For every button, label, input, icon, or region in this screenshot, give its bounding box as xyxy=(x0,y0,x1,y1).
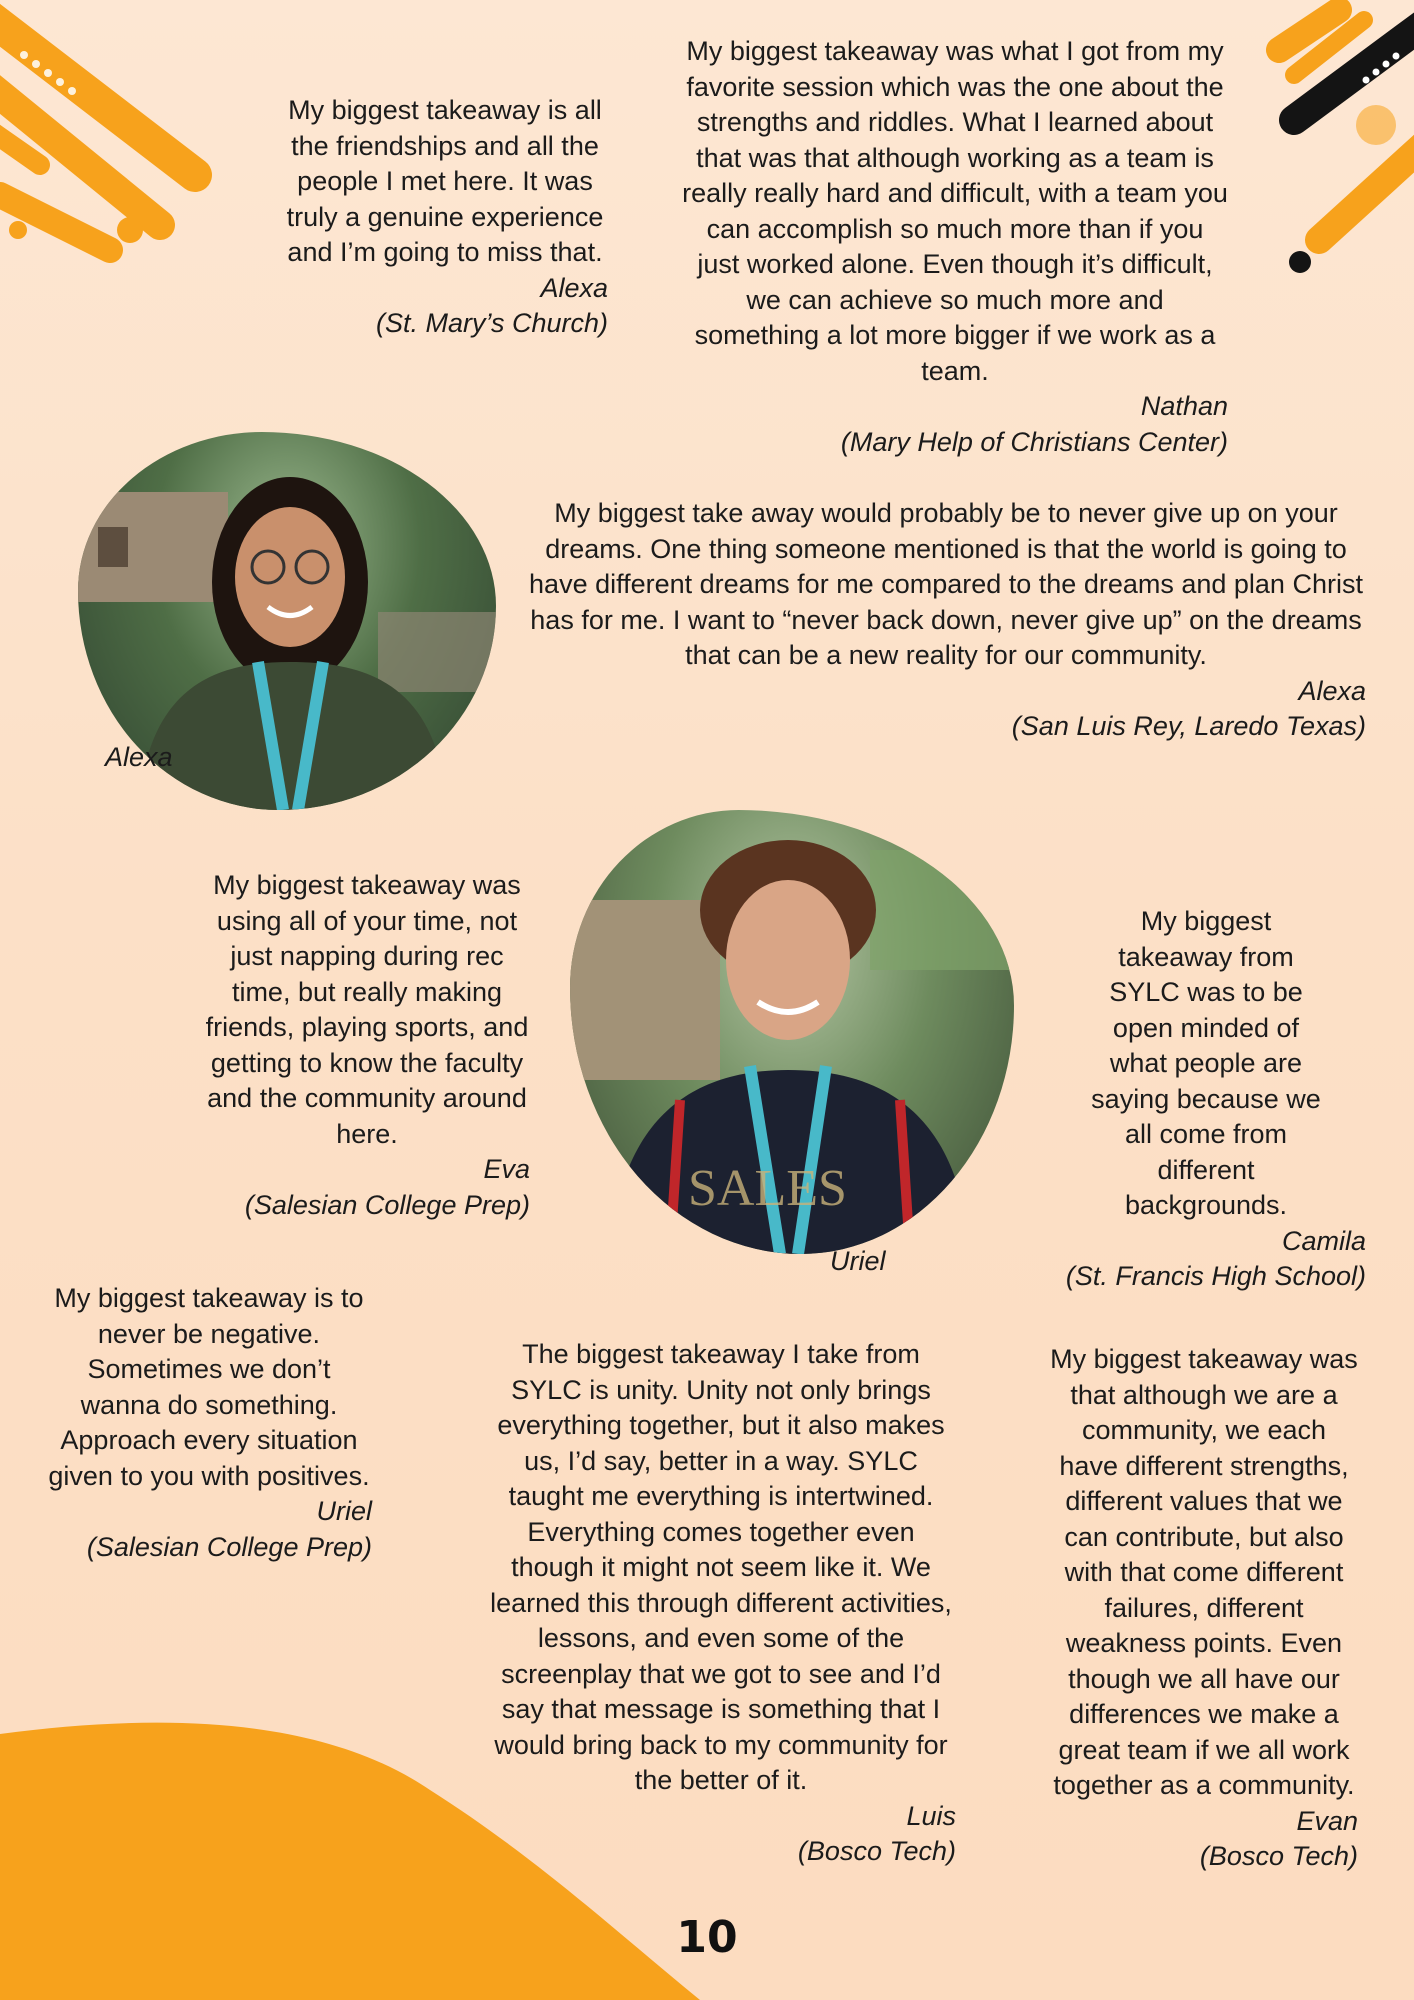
uriel-photo xyxy=(570,810,1014,1254)
quote-text: My biggest takeaway from SYLC was to be open minded of what people are saying because we all come from different backgrounds. xyxy=(1091,906,1321,1220)
quote-author: Luis xyxy=(906,1800,956,1831)
quote-text: My biggest take away would probably be to never give up on your dreams. One thing someone mentioned is that the world is going to have different dreams for me compared to the dreams and plan Christ has for me. I want to “never back down, never give up” on the dreams that can be a new reality for our community. xyxy=(529,498,1363,670)
quote-organization: (Bosco Tech) xyxy=(797,1836,956,1866)
quote-organization: (Bosco Tech) xyxy=(1199,1841,1358,1871)
quote-organization: (Salesian College Prep) xyxy=(244,1189,530,1220)
quote-text: My biggest takeaway is all the friendships and all the people I met here. It was truly a genuine experience and I’m going to miss that. xyxy=(286,95,604,267)
quote-organization: (St. Mary’s Church) xyxy=(375,308,608,338)
alexa-photo-caption: Alexa xyxy=(105,742,173,772)
quote-author: Alexa xyxy=(540,272,608,303)
quote-author: Uriel xyxy=(316,1496,372,1526)
quote-camila xyxy=(1046,904,1366,1295)
quote-organization: (Mary Help of Christians Center) xyxy=(840,426,1228,457)
quote-author: Camila xyxy=(1281,1225,1366,1256)
quote-eva xyxy=(204,868,530,1223)
quote-luis xyxy=(486,1337,956,1870)
quote-author: Eva xyxy=(483,1154,530,1184)
uriel-photo-caption: Uriel xyxy=(830,1246,886,1276)
top-right-decoration xyxy=(1254,0,1414,300)
quote-text: My biggest takeaway is to never be negative. Sometimes we don’t wanna do something. Approach every situation given to you with positives. xyxy=(48,1283,370,1491)
quote-author: Nathan xyxy=(1140,391,1228,421)
quote-text: My biggest takeaway was using all of your time, not just napping during rec time, but really making friends, playing sports, and getting to know the faculty and the community around here. xyxy=(205,870,529,1149)
quote-uriel xyxy=(46,1281,372,1565)
quote-nathan xyxy=(682,34,1228,460)
top-left-decoration xyxy=(0,0,260,300)
quote-text: The biggest takeaway I take from SYLC is unity. Unity not only brings everything together, but it also makes us, I’d say, better in a way. SYLC taught me everything is intertwined. Everything comes together even though it might not seem like it. We learned this through different activities, lessons, and even some of the screenplay that we got to see and I’d say that message is something that I would bring back to my community for the better of it. xyxy=(490,1339,952,1795)
quote-organization: (St. Francis High School) xyxy=(1065,1261,1366,1291)
quote-author: Evan xyxy=(1296,1805,1358,1836)
quote-text: My biggest takeaway was that although we are a community, we each have different strengths, different values that we can contribute, but also with that come different failures, different weakness points. Even though we all have our differences we make a great team if we all work together as a community. xyxy=(1050,1344,1358,1800)
svg-text:SALES: SALES xyxy=(688,1160,847,1217)
quote-evan xyxy=(1050,1342,1358,1875)
quote-organization: (Salesian College Prep) xyxy=(86,1531,372,1562)
quote-author: Alexa xyxy=(1298,675,1366,706)
quote-alexa-san-luis-rey xyxy=(526,496,1366,745)
page-number: 10 xyxy=(676,1912,738,1963)
quote-organization: (San Luis Rey, Laredo Texas) xyxy=(1011,711,1366,741)
quote-alexa-st-marys xyxy=(282,93,608,342)
quote-text: My biggest takeaway was what I got from my favorite session which was the one about the strengths and riddles. What I learned about that was that although working as a team is really really hard and difficult, with a team you can accomplish so much more than if you just worked alone. Even though it’s difficult, we can achieve so much more and something a lot more bigger if we work as a team. xyxy=(682,36,1228,386)
portrait-photo-icon xyxy=(570,810,1014,1254)
